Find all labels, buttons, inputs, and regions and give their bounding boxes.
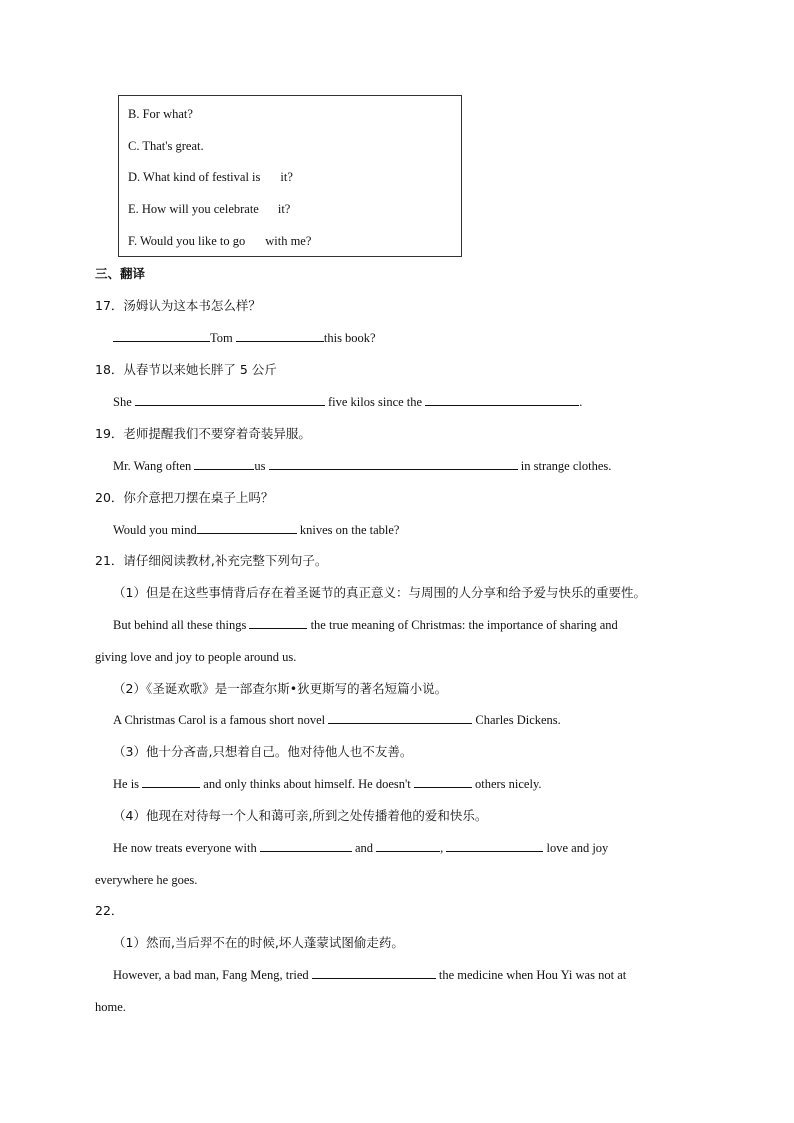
- q17-blank-1[interactable]: [113, 330, 210, 342]
- q20-text-end: knives on the table?: [299, 523, 400, 537]
- q21-part1-answer-line: [113, 617, 618, 633]
- q21-prompt: 21．请仔细阅读教材,补充完整下列句子。: [95, 553, 328, 568]
- q21-part2-blank[interactable]: [328, 712, 472, 724]
- q17-text-mid: Tom: [210, 331, 233, 345]
- q21-part2-end: Charles Dickens.: [475, 713, 561, 727]
- q19-text-mid: us: [254, 459, 266, 473]
- q18-text-mid: five kilos since the: [328, 395, 423, 409]
- option-d-text: D. What kind of festival is: [128, 170, 261, 184]
- q17-text-end: this book?: [323, 331, 376, 345]
- q21-part1-chinese: （1）但是在这些事情背后存在着圣诞节的真正意义：与周围的人分享和给予爱与快乐的重要性。: [113, 585, 646, 600]
- options-box: [118, 95, 462, 257]
- q17-prompt: 17．汤姆认为这本书怎么样？: [95, 298, 261, 313]
- q22-part1-start: However, a bad man, Fang Meng, tried: [113, 968, 309, 982]
- option-f-end: with me?: [265, 234, 312, 248]
- option-e: [128, 201, 290, 217]
- q22-part1-answer-line: [113, 967, 626, 983]
- q21-part3-chinese: （3）他十分吝啬,只想着自己。他对待他人也不友善。: [113, 744, 413, 759]
- q18-blank-2[interactable]: [425, 394, 579, 406]
- q20-text-start: Would you mind: [113, 523, 197, 537]
- q18-answer-line: [113, 394, 582, 410]
- q21-part1-start: But behind all these things: [113, 618, 247, 632]
- q18-text-start: She: [113, 395, 132, 409]
- q18-text-end: .: [579, 395, 583, 409]
- option-e-text: E. How will you celebrate: [128, 202, 259, 216]
- q17-answer-line: [113, 330, 376, 346]
- q20-prompt: 20．你介意把刀摆在桌子上吗？: [95, 490, 274, 505]
- option-c: C. That's great.: [128, 139, 204, 153]
- q21-part2-chinese: （2）《圣诞欢歌》是一部查尔斯•狄更斯写的著名短篇小说。: [113, 681, 448, 696]
- q21-part1-blank[interactable]: [249, 617, 307, 629]
- q20-blank-1[interactable]: [197, 522, 297, 534]
- q19-answer-line: [113, 458, 611, 474]
- q21-part2-start: A Christmas Carol is a famous short novel: [113, 713, 326, 727]
- q21-part3-mid: and only thinks about himself. He doesn't: [203, 777, 411, 791]
- q21-part4-blank-3[interactable]: [446, 840, 543, 852]
- q21-part3-answer-line: [113, 776, 542, 792]
- q22-part1-line2: home.: [95, 1000, 126, 1014]
- q17-blank-2[interactable]: [236, 330, 324, 342]
- q19-prompt: 19．老师提醒我们不要穿着奇装异服。: [95, 426, 311, 441]
- q21-part4-start: He now treats everyone with: [113, 841, 257, 855]
- option-f: [128, 233, 311, 249]
- option-d-end: it?: [280, 170, 293, 184]
- q21-part4-blank-1[interactable]: [260, 840, 352, 852]
- option-b: B. For what?: [128, 107, 193, 121]
- q21-part1-end: the true meaning of Christmas: the importance of sharing and: [310, 618, 618, 632]
- q19-text-end: in strange clothes.: [520, 459, 612, 473]
- q20-answer-line: [113, 522, 399, 538]
- q21-part4-line2: everywhere he goes.: [95, 873, 198, 887]
- q22-part1-chinese: （1）然而,当后羿不在的时候,坏人蓬蒙试图偷走药。: [113, 935, 404, 950]
- option-f-text: F. Would you like to go: [128, 234, 246, 248]
- q18-prompt: 18．从春节以来她长胖了 5 公斤: [95, 362, 277, 377]
- q21-part3-blank-2[interactable]: [414, 776, 472, 788]
- q22-part1-end: the medicine when Hou Yi was not at: [438, 968, 627, 982]
- q21-part4-comma: ,: [440, 841, 444, 855]
- q21-part4-end: love and joy: [546, 841, 609, 855]
- q21-part4-answer-line: [113, 840, 608, 856]
- section-title: 三、翻译: [95, 266, 146, 281]
- q21-part2-answer-line: [113, 712, 561, 728]
- q19-blank-1[interactable]: [194, 458, 254, 470]
- q18-blank-1[interactable]: [135, 394, 325, 406]
- q21-part3-start: He is: [113, 777, 140, 791]
- q21-part3-end: others nicely.: [474, 777, 542, 791]
- q22-prompt: 22．: [95, 903, 124, 918]
- q19-blank-2[interactable]: [269, 458, 518, 470]
- q21-part4-blank-2[interactable]: [376, 840, 440, 852]
- q19-text-start: Mr. Wang often: [113, 459, 192, 473]
- option-e-end: it?: [277, 202, 291, 216]
- option-d: [128, 169, 293, 185]
- q21-part3-blank-1[interactable]: [142, 776, 200, 788]
- q22-part1-blank[interactable]: [312, 967, 436, 979]
- q21-part4-chinese: （4）他现在对待每一个人和蔼可亲,所到之处传播着他的爱和快乐。: [113, 808, 488, 823]
- q21-part4-mid: and: [354, 841, 374, 855]
- q21-part1-line2: giving love and joy to people around us.: [95, 650, 297, 664]
